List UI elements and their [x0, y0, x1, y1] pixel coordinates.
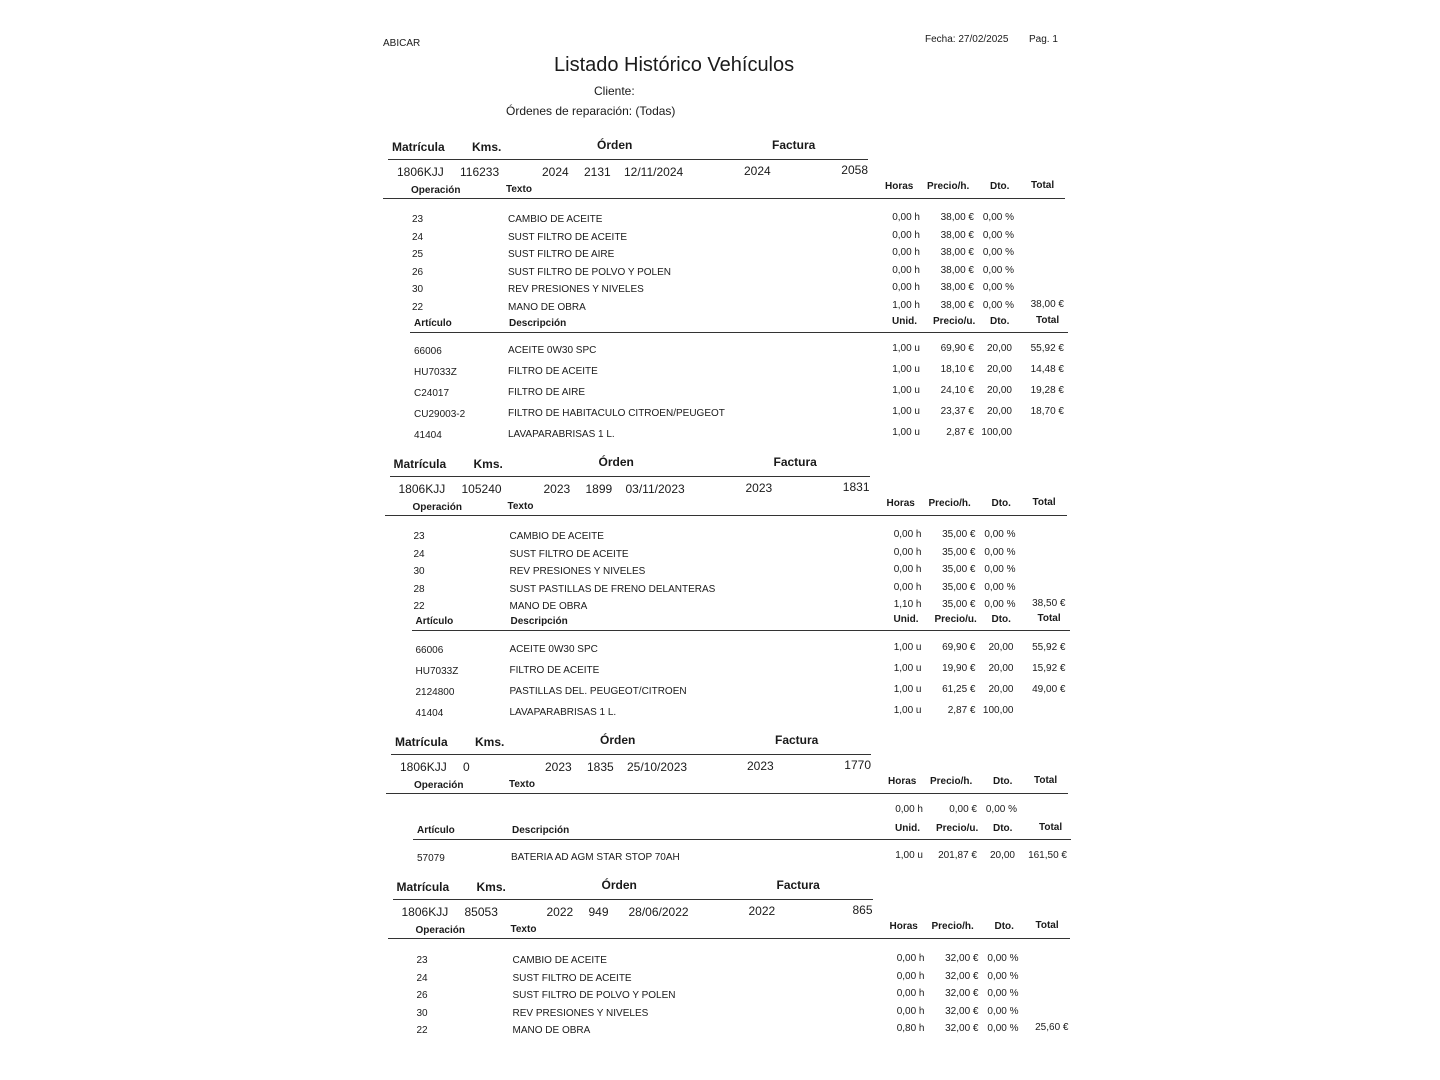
descripcion-header: Descripción — [509, 318, 567, 329]
articulo-header: Artículo — [417, 825, 455, 836]
article-price: 61,25 € — [942, 684, 976, 695]
article-price: 24,10 € — [940, 385, 974, 396]
article-total: 15,92 € — [1032, 663, 1066, 674]
operation-hours: 0,00 h — [896, 1005, 925, 1017]
article-discount: 20,00 — [988, 663, 1014, 674]
article-description: PASTILLAS DEL. PEUGEOT/CITROEN — [509, 686, 687, 697]
matricula-value: 1806KJJ — [398, 482, 446, 496]
kms-value: 85053 — [464, 905, 498, 919]
operation-code: 24 — [413, 548, 425, 560]
article-discount: 20,00 — [989, 850, 1015, 861]
operation-price: 32,00 € — [945, 1005, 979, 1017]
operation-text: MANO DE OBRA — [509, 601, 588, 613]
orden-number: 949 — [588, 905, 609, 919]
article-description: FILTRO DE ACEITE — [509, 665, 600, 676]
report-date: Fecha: 27/02/2025 — [925, 34, 1009, 45]
precio-unidad-header: Precio/u. — [936, 823, 979, 834]
orden-date: 12/11/2024 — [624, 165, 684, 179]
operation-discount: 0,00 % — [987, 988, 1019, 1000]
articles-header-rule — [413, 839, 1071, 840]
operation-discount: 0,00 % — [984, 546, 1016, 558]
operation-price: 38,00 € — [940, 282, 974, 294]
article-description: ACEITE 0W30 SPC — [509, 644, 598, 655]
total-header: Total — [1037, 613, 1061, 624]
vehicle-header-rule — [388, 159, 868, 160]
texto-header: Texto — [507, 501, 534, 512]
factura-year: 2023 — [747, 759, 774, 773]
operation-text: MANO DE OBRA — [512, 1025, 591, 1037]
operation-hours: 0,80 h — [896, 1023, 925, 1035]
precio-hora-header: Precio/h. — [930, 776, 973, 787]
kms-header: Kms. — [475, 735, 505, 749]
article-code: 41404 — [415, 708, 444, 719]
article-units: 1,00 u — [893, 705, 922, 716]
article-total: 55,92 € — [1032, 642, 1066, 653]
cliente-label: Cliente: — [594, 84, 635, 98]
operacion-header: Operación — [414, 780, 464, 791]
operation-hours: 0,00 h — [892, 229, 920, 241]
article-description: FILTRO DE AIRE — [508, 387, 586, 398]
operation-total: 38,00 € — [1030, 299, 1064, 310]
article-description: ACEITE 0W30 SPC — [508, 345, 597, 356]
article-units: 1,00 u — [893, 642, 922, 653]
vehicle-header-rule — [391, 754, 871, 755]
operation-discount: 0,00 % — [984, 564, 1016, 576]
operacion-header: Operación — [415, 925, 465, 936]
article-discount: 100,00 — [981, 427, 1012, 438]
operation-hours: 1,10 h — [893, 599, 922, 611]
factura-year: 2023 — [745, 481, 773, 495]
matricula-value: 1806KJJ — [401, 905, 449, 919]
orden-date: 28/06/2022 — [628, 905, 689, 919]
operation-discount: 0,00 % — [982, 282, 1014, 294]
operation-discount: 0,00 % — [985, 804, 1017, 815]
articles-header-rule — [410, 332, 1068, 333]
operation-code: 30 — [412, 284, 424, 296]
ordenes-filter: Órdenes de reparación: (Todas) — [506, 104, 676, 118]
operation-code: 24 — [412, 231, 424, 243]
article-price: 69,90 € — [940, 343, 974, 354]
operation-hours: 0,00 h — [896, 988, 925, 1000]
orden-date: 03/11/2023 — [625, 482, 685, 496]
factura-year: 2022 — [748, 904, 776, 918]
factura-header: Factura — [772, 138, 816, 152]
unid-header: Unid. — [892, 316, 917, 327]
operation-discount: 0,00 % — [982, 247, 1014, 259]
dto-header: Dto. — [991, 614, 1011, 625]
article-price: 2,87 € — [946, 427, 974, 438]
texto-header: Texto — [509, 779, 535, 790]
precio-unidad-header: Precio/u. — [933, 316, 976, 327]
operation-discount: 0,00 % — [987, 970, 1019, 982]
operation-hours: 0,00 h — [893, 581, 922, 593]
article-total: 49,00 € — [1032, 684, 1066, 695]
article-description: LAVAPARABRISAS 1 L. — [508, 429, 615, 440]
article-discount: 20,00 — [986, 343, 1012, 354]
factura-number: 1770 — [844, 758, 871, 772]
horas-header: Horas — [889, 921, 918, 932]
vehicle-header-rule — [390, 476, 870, 477]
operation-code: 30 — [413, 566, 425, 578]
precio-hora-header: Precio/h. — [928, 498, 971, 509]
article-units: 1,00 u — [893, 663, 922, 674]
operation-total: 25,60 € — [1035, 1022, 1069, 1034]
article-total: 14,48 € — [1030, 364, 1064, 375]
factura-header: Factura — [775, 733, 819, 747]
operation-hours: 0,00 h — [896, 953, 925, 964]
orden-number: 1899 — [585, 482, 613, 496]
operation-price: 38,00 € — [940, 300, 974, 311]
kms-header: Kms. — [476, 880, 506, 894]
article-total: 18,70 € — [1030, 406, 1064, 417]
articulo-header: Artículo — [414, 318, 452, 329]
horas-header: Horas — [886, 498, 915, 509]
article-price: 2,87 € — [947, 705, 976, 716]
operation-hours: 0,00 h — [892, 212, 920, 223]
operation-code: 23 — [416, 955, 428, 966]
operation-text: SUST FILTRO DE ACEITE — [509, 548, 629, 560]
operations-header-rule — [388, 938, 1070, 939]
dto-header: Dto. — [993, 823, 1013, 834]
operation-price: 38,00 € — [940, 229, 974, 241]
kms-value: 116233 — [460, 165, 500, 179]
operation-price: 35,00 € — [942, 546, 976, 558]
article-price: 201,87 € — [938, 850, 977, 861]
operation-code: 30 — [416, 1007, 428, 1019]
operations-header-rule — [385, 515, 1067, 516]
article-price: 23,37 € — [940, 406, 974, 417]
article-description: BATERIA AD AGM STAR STOP 70AH — [511, 852, 680, 863]
operation-hours: 0,00 h — [892, 247, 920, 259]
operation-discount: 0,00 % — [987, 1005, 1019, 1017]
operation-text: MANO DE OBRA — [508, 302, 586, 313]
article-discount: 20,00 — [986, 364, 1012, 375]
article-discount: 20,00 — [986, 406, 1012, 417]
article-units: 1,00 u — [892, 406, 920, 417]
descripcion-header: Descripción — [510, 616, 568, 627]
article-price: 69,90 € — [942, 642, 976, 653]
operation-text: REV PRESIONES Y NIVELES — [509, 566, 646, 578]
article-code: 66006 — [415, 645, 444, 656]
operation-text: CAMBIO DE ACEITE — [512, 955, 607, 966]
orden-year: 2022 — [546, 905, 574, 919]
total-header: Total — [1035, 920, 1059, 931]
operation-hours: 0,00 h — [896, 970, 925, 982]
dto-header: Dto. — [994, 921, 1014, 932]
operation-code: 26 — [416, 990, 428, 1002]
operation-text: SUST FILTRO DE ACEITE — [508, 231, 628, 243]
matricula-header: Matrícula — [392, 140, 445, 154]
kms-value: 105240 — [461, 482, 502, 496]
orden-header: Órden — [601, 878, 637, 892]
vehicle-header-rule — [393, 899, 873, 900]
texto-header: Texto — [510, 924, 537, 935]
article-code: 2124800 — [415, 687, 455, 698]
article-description: FILTRO DE HABITACULO CITROEN/PEUGEOT — [508, 408, 725, 419]
operation-code: 28 — [413, 583, 425, 595]
operation-discount: 0,00 % — [982, 264, 1014, 276]
operation-code: 22 — [412, 302, 424, 313]
operation-hours: 0,00 h — [893, 546, 922, 558]
operation-hours: 0,00 h — [892, 264, 920, 276]
operation-price: 35,00 € — [942, 564, 976, 576]
operation-discount: 0,00 % — [984, 581, 1016, 593]
operation-price: 35,00 € — [942, 529, 976, 540]
article-code: 66006 — [414, 346, 442, 357]
dto-header: Dto. — [990, 316, 1010, 327]
article-code: C24017 — [414, 388, 450, 399]
article-total: 19,28 € — [1030, 385, 1064, 396]
factura-number: 1831 — [842, 480, 870, 494]
article-total: 161,50 € — [1028, 850, 1067, 861]
kms-header: Kms. — [472, 140, 502, 154]
operation-hours: 0,00 h — [895, 804, 923, 815]
unid-header: Unid. — [893, 614, 919, 625]
operation-text: SUST FILTRO DE AIRE — [508, 249, 615, 261]
operation-price: 38,00 € — [940, 247, 974, 259]
total-header: Total — [1036, 315, 1060, 326]
page-title: Listado Histórico Vehículos — [554, 54, 795, 76]
operation-price: 38,00 € — [940, 264, 974, 276]
orden-year: 2023 — [543, 482, 571, 496]
matricula-value: 1806KJJ — [397, 165, 444, 179]
operation-text: REV PRESIONES Y NIVELES — [508, 284, 644, 296]
page-number: Pag. 1 — [1029, 34, 1058, 45]
operation-price: 0,00 € — [949, 804, 977, 815]
operation-code: 22 — [416, 1025, 428, 1037]
operation-hours: 1,00 h — [892, 300, 920, 311]
operation-code: 22 — [413, 601, 425, 613]
operation-discount: 0,00 % — [982, 212, 1014, 223]
matricula-header: Matrícula — [395, 735, 448, 749]
unid-header: Unid. — [895, 823, 920, 834]
operation-code: 26 — [412, 266, 424, 278]
orden-year: 2023 — [545, 760, 572, 774]
horas-header: Horas — [885, 181, 914, 192]
orden-header: Órden — [597, 138, 633, 152]
article-units: 1,00 u — [895, 850, 923, 861]
article-units: 1,00 u — [892, 427, 920, 438]
article-discount: 20,00 — [986, 385, 1012, 396]
operations-header-rule — [386, 793, 1068, 794]
total-header: Total — [1039, 822, 1063, 833]
texto-header: Texto — [506, 184, 532, 195]
matricula-header: Matrícula — [396, 880, 450, 894]
orden-year: 2024 — [542, 165, 569, 179]
precio-unidad-header: Precio/u. — [934, 614, 977, 625]
operation-text: REV PRESIONES Y NIVELES — [512, 1007, 649, 1019]
article-units: 1,00 u — [892, 364, 920, 375]
factura-year: 2024 — [744, 164, 771, 178]
company-name: ABICAR — [383, 38, 421, 49]
kms-value: 0 — [463, 760, 470, 774]
article-price: 19,90 € — [942, 663, 976, 674]
article-code: CU29003-2 — [414, 409, 466, 420]
orden-number: 1835 — [587, 760, 614, 774]
operation-text: SUST FILTRO DE POLVO Y POLEN — [512, 990, 676, 1002]
article-discount: 100,00 — [982, 705, 1014, 716]
orden-date: 25/10/2023 — [627, 760, 688, 774]
article-discount: 20,00 — [988, 684, 1014, 695]
article-code: HU7033Z — [414, 367, 457, 378]
articulo-header: Artículo — [415, 616, 454, 627]
article-units: 1,00 u — [892, 343, 920, 354]
operacion-header: Operación — [412, 502, 462, 513]
orden-header: Órden — [600, 733, 636, 747]
operation-hours: 0,00 h — [893, 564, 922, 576]
precio-hora-header: Precio/h. — [927, 181, 970, 192]
article-total: 55,92 € — [1030, 343, 1064, 354]
operation-text: SUST PASTILLAS DE FRENO DELANTERAS — [509, 583, 716, 595]
matricula-header: Matrícula — [393, 457, 447, 471]
article-units: 1,00 u — [893, 684, 922, 695]
operations-header-rule — [383, 198, 1065, 199]
article-description: FILTRO DE ACEITE — [508, 366, 598, 377]
operation-code: 25 — [412, 249, 424, 261]
total-header: Total — [1034, 775, 1058, 786]
kms-header: Kms. — [473, 457, 503, 471]
operation-discount: 0,00 % — [982, 229, 1014, 241]
operation-price: 32,00 € — [945, 1023, 979, 1035]
operation-hours: 0,00 h — [892, 282, 920, 294]
orden-header: Órden — [598, 455, 634, 469]
dto-header: Dto. — [991, 498, 1011, 509]
operation-price: 35,00 € — [942, 581, 976, 593]
factura-number: 865 — [852, 903, 873, 917]
article-discount: 20,00 — [988, 642, 1014, 653]
matricula-value: 1806KJJ — [400, 760, 447, 774]
operation-code: 23 — [413, 531, 425, 542]
operation-text: CAMBIO DE ACEITE — [509, 531, 604, 542]
operation-price: 32,00 € — [945, 970, 979, 982]
operation-discount: 0,00 % — [984, 599, 1016, 611]
article-code: 57079 — [417, 853, 445, 864]
total-header: Total — [1032, 497, 1056, 508]
operacion-header: Operación — [411, 185, 461, 196]
precio-hora-header: Precio/h. — [931, 921, 974, 932]
factura-header: Factura — [773, 455, 817, 469]
factura-header: Factura — [776, 878, 820, 892]
operation-text: CAMBIO DE ACEITE — [508, 214, 603, 225]
operation-discount: 0,00 % — [984, 529, 1016, 540]
operation-price: 38,00 € — [940, 212, 974, 223]
articles-header-rule — [412, 630, 1070, 631]
article-units: 1,00 u — [892, 385, 920, 396]
operation-price: 32,00 € — [945, 953, 979, 964]
operation-price: 35,00 € — [942, 599, 976, 611]
total-header: Total — [1031, 180, 1055, 191]
orden-number: 2131 — [584, 165, 611, 179]
operation-hours: 0,00 h — [893, 529, 922, 540]
dto-header: Dto. — [993, 776, 1013, 787]
article-code: 41404 — [414, 430, 442, 441]
operation-text: SUST FILTRO DE POLVO Y POLEN — [508, 266, 672, 278]
operation-code: 23 — [412, 214, 424, 225]
article-price: 18,10 € — [940, 364, 974, 375]
article-description: LAVAPARABRISAS 1 L. — [509, 707, 617, 718]
operation-total: 38,50 € — [1032, 598, 1066, 610]
operation-text: SUST FILTRO DE ACEITE — [512, 972, 632, 984]
operation-discount: 0,00 % — [987, 953, 1019, 964]
operation-code: 24 — [416, 972, 428, 984]
horas-header: Horas — [888, 776, 917, 787]
operation-discount: 0,00 % — [982, 300, 1014, 311]
operation-discount: 0,00 % — [987, 1023, 1019, 1035]
factura-number: 2058 — [841, 163, 868, 177]
article-code: HU7033Z — [415, 666, 459, 677]
operation-price: 32,00 € — [945, 988, 979, 1000]
descripcion-header: Descripción — [512, 825, 570, 836]
dto-header: Dto. — [990, 181, 1010, 192]
